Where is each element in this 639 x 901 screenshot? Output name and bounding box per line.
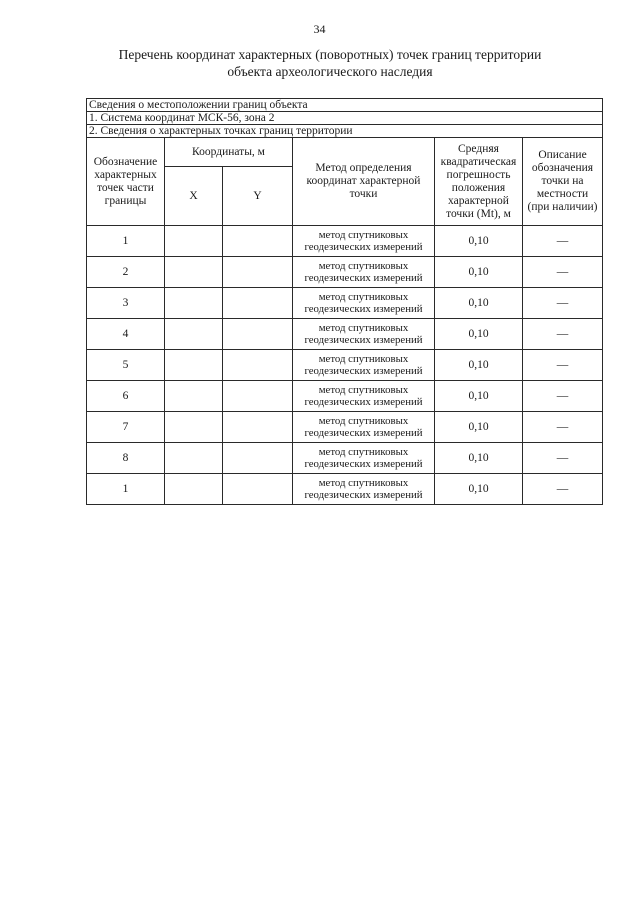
error-cell: 0,10 — [435, 443, 523, 474]
table-body — [87, 226, 603, 505]
table-row — [87, 257, 603, 288]
error-cell: 0,10 — [435, 474, 523, 505]
y-coordinate-cell — [223, 319, 293, 350]
x-coordinate-cell — [165, 257, 223, 288]
x-coordinate-cell — [165, 350, 223, 381]
coordinates-table — [86, 98, 603, 505]
error-cell: 0,10 — [435, 381, 523, 412]
description-cell: — — [523, 350, 603, 381]
table-row — [87, 412, 603, 443]
point-number-cell: 1 — [87, 474, 165, 505]
x-coordinate-cell — [165, 226, 223, 257]
document-title — [80, 46, 580, 80]
description-cell: — — [523, 226, 603, 257]
x-coordinate-cell — [165, 319, 223, 350]
description-cell: — — [523, 412, 603, 443]
point-number-cell: 4 — [87, 319, 165, 350]
table-row — [87, 350, 603, 381]
method-cell: метод спутниковых геодезических измерений — [293, 319, 435, 350]
point-number-cell: 8 — [87, 443, 165, 474]
col-y-header: Y — [223, 167, 293, 226]
method-cell: метод спутниковых геодезических измерений — [293, 226, 435, 257]
table-row — [87, 288, 603, 319]
point-number-cell: 1 — [87, 226, 165, 257]
y-coordinate-cell — [223, 226, 293, 257]
method-cell: метод спутниковых геодезических измерений — [293, 288, 435, 319]
y-coordinate-cell — [223, 257, 293, 288]
y-coordinate-cell — [223, 381, 293, 412]
x-coordinate-cell — [165, 381, 223, 412]
table-row — [87, 474, 603, 505]
title-line-1: Перечень координат характерных (поворотных) точек границ территории — [118, 47, 542, 62]
error-cell: 0,10 — [435, 288, 523, 319]
table-row — [87, 381, 603, 412]
description-cell: — — [523, 443, 603, 474]
error-cell: 0,10 — [435, 350, 523, 381]
page-number: 34 — [313, 22, 326, 36]
y-coordinate-cell — [223, 288, 293, 319]
y-coordinate-cell — [223, 474, 293, 505]
col-method-header: Метод определения координат характерной точки — [293, 138, 435, 226]
table-row — [87, 443, 603, 474]
method-cell: метод спутниковых геодезических измерений — [293, 257, 435, 288]
description-cell: — — [523, 257, 603, 288]
section-header: Сведения о местоположении границ объекта — [87, 99, 603, 112]
description-cell: — — [523, 474, 603, 505]
col-error-header: Средняя квадратическая погрешность положения характерной точки (Mt), м — [435, 138, 523, 226]
title-line-2: объекта археологического наследия — [227, 64, 433, 79]
y-coordinate-cell — [223, 443, 293, 474]
error-cell: 0,10 — [435, 226, 523, 257]
x-coordinate-cell — [165, 474, 223, 505]
method-cell: метод спутниковых геодезических измерений — [293, 381, 435, 412]
table-row — [87, 226, 603, 257]
error-cell: 0,10 — [435, 257, 523, 288]
error-cell: 0,10 — [435, 319, 523, 350]
method-cell: метод спутниковых геодезических измерений — [293, 443, 435, 474]
x-coordinate-cell — [165, 443, 223, 474]
col-coordinates-header: Координаты, м — [165, 138, 293, 167]
method-cell: метод спутниковых геодезических измерений — [293, 350, 435, 381]
col-description-header: Описание обозначения точки на местности (при наличии) — [523, 138, 603, 226]
point-number-cell: 3 — [87, 288, 165, 319]
x-coordinate-cell — [165, 412, 223, 443]
description-cell: — — [523, 288, 603, 319]
method-cell: метод спутниковых геодезических измерений — [293, 474, 435, 505]
description-cell: — — [523, 319, 603, 350]
error-cell: 0,10 — [435, 412, 523, 443]
description-cell: — — [523, 381, 603, 412]
points-header-row: 2. Сведения о характерных точках границ территории — [87, 125, 603, 138]
coord-system-row: 1. Система координат МСК-56, зона 2 — [87, 112, 603, 125]
point-number-cell: 2 — [87, 257, 165, 288]
y-coordinate-cell — [223, 412, 293, 443]
table-row — [87, 319, 603, 350]
col-x-header: X — [165, 167, 223, 226]
point-number-cell: 7 — [87, 412, 165, 443]
point-number-cell: 6 — [87, 381, 165, 412]
method-cell: метод спутниковых геодезических измерений — [293, 412, 435, 443]
col-designation-header: Обозначение характерных точек части границы — [87, 138, 165, 226]
x-coordinate-cell — [165, 288, 223, 319]
y-coordinate-cell — [223, 350, 293, 381]
point-number-cell: 5 — [87, 350, 165, 381]
